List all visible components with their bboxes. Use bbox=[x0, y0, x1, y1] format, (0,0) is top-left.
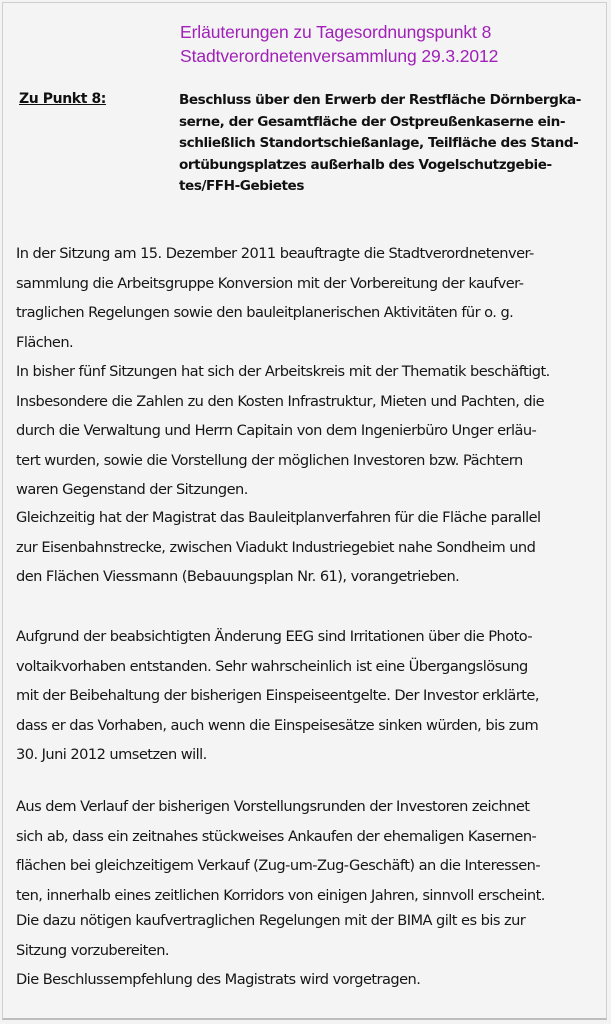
text-line: 30. Juni 2012 umsetzen will. bbox=[16, 746, 207, 763]
text-line: Aus dem Verlauf der bisherigen Vorstellungsrunden der Investoren zeichnet bbox=[16, 798, 530, 815]
agenda-title-line: ortübungsplatzes außerhalb des Vogelschutzgebie- bbox=[179, 156, 552, 173]
agenda-item-title bbox=[179, 90, 609, 198]
text-line: Gleichzeitig hat der Magistrat das Bauleitplanverfahren für die Fläche parallel bbox=[16, 509, 541, 526]
agenda-title-line: serne, der Gesamtfläche der Ostpreußenkaserne ein- bbox=[179, 113, 566, 130]
text-line: waren Gegenstand der Sitzungen. bbox=[16, 481, 248, 498]
text-line: In der Sitzung am 15. Dezember 2011 beauftragte die Stadtverordnetenver- bbox=[16, 245, 534, 262]
text-line: Flächen. bbox=[16, 333, 74, 351]
header-title: Erläuterungen zu Tagesordnungspunkt 8 bbox=[180, 22, 492, 42]
paragraph-photovoltaic bbox=[16, 622, 611, 770]
agenda-title-line: Beschluss über den Erwerb der Restfläche Dörnbergka- bbox=[179, 92, 581, 108]
text-line: dass er das Vorhaben, auch wenn die Einspeisesätze sinken würden, bis zum bbox=[16, 716, 539, 734]
agenda-title-line: tes/FFH-Gebietes bbox=[179, 178, 304, 194]
agenda-title-line: schließlich Standortschießanlage, Teilfläche des Stand- bbox=[179, 135, 579, 151]
paragraph-mandate bbox=[16, 239, 611, 357]
text-line: voltaikvorhaben entstanden. Sehr wahrscheinlich ist eine Übergangslösung bbox=[16, 657, 528, 675]
text-line: durch die Verwaltung und Herrn Capitain von dem Ingenierbüro Unger erläu- bbox=[16, 422, 537, 439]
text-line: zur Eisenbahnstrecke, zwischen Viadukt Industriegebiet nahe Sondheim und bbox=[16, 538, 536, 556]
document-header bbox=[180, 20, 498, 68]
text-line: ten, innerhalb eines zeitlichen Korridors von einigen Jahren, sinnvoll erscheint. bbox=[16, 886, 545, 904]
header-subtitle: Stadtverordnetenversammlung 29.3.2012 bbox=[180, 46, 499, 66]
text-line: tert wurden, sowie die Vorstellung der möglichen Investoren bzw. Pächtern bbox=[16, 451, 523, 469]
text-line: Aufgrund der beabsichtigten Änderung EEG sind Irritationen über die Photo- bbox=[16, 628, 533, 645]
paragraph-sessions bbox=[16, 357, 611, 505]
text-line: den Flächen Viessmann (Bebauungsplan Nr. 61), vorangetrieben. bbox=[16, 568, 460, 585]
text-line: Die dazu nötigen kaufvertraglichen Regelungen mit der BIMA gilt es bis zur bbox=[16, 912, 526, 929]
text-line: Insbesondere die Zahlen zu den Kosten Infrastruktur, Mieten und Pachten, die bbox=[16, 392, 545, 410]
text-line: mit der Beibehaltung der bisherigen Einspeiseentgelte. Der Investor erklärte, bbox=[16, 687, 539, 704]
text-line: In bisher fünf Sitzungen hat sich der Arbeitskreis mit der Thematik beschäftigt. bbox=[16, 363, 550, 380]
text-line: flächen bei gleichzeitigem Verkauf (Zug-um-Zug-Geschäft) an die Interessen- bbox=[16, 857, 541, 874]
text-line: sammlung die Arbeitsgruppe Konversion mit der Vorbereitung der kaufver- bbox=[16, 274, 524, 292]
text-line: Sitzung vorzubereiten. bbox=[16, 941, 170, 959]
paragraph-investors bbox=[16, 792, 611, 910]
text-line: sich ab, dass ein zeitnahes stückweises Ankaufen der ehemaligen Kasernen- bbox=[16, 827, 537, 845]
agenda-item-label: Zu Punkt 8: bbox=[19, 91, 107, 107]
paragraph-conclusion bbox=[16, 906, 611, 995]
text-line: Die Beschlussempfehlung des Magistrats wird vorgetragen. bbox=[16, 971, 421, 988]
text-line: traglichen Regelungen sowie den bauleitplanerischen Aktivitäten für o. g. bbox=[16, 304, 514, 321]
document-page bbox=[2, 2, 607, 1020]
paragraph-zoning-plan bbox=[16, 503, 611, 592]
